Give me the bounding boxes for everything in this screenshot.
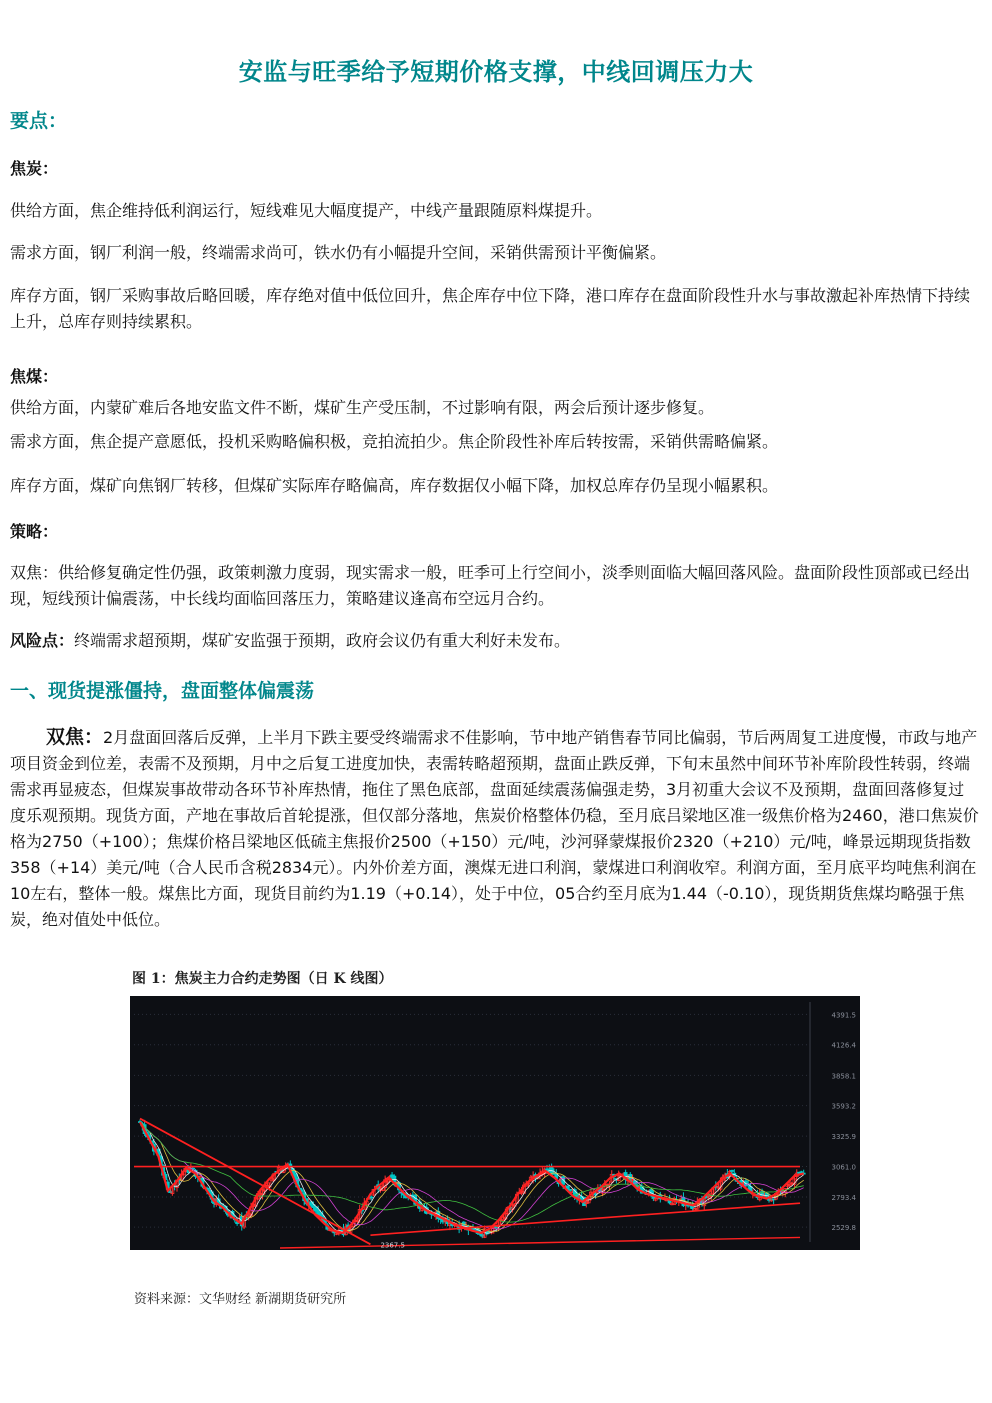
coke-demand-paragraph: 需求方面，钢厂利润一般，终端需求尚可，铁水仍有小幅提升空间，采销供需预计平衡偏紧。 <box>10 243 667 262</box>
section1-lead: 双焦： <box>46 726 104 748</box>
coke-inventory-paragraph: 库存方面，钢厂采购事故后略回暖，库存绝对值中低位回升，焦企库存中位下降，港口库存在盘面阶段性升水与事故激起补库热情下持续上升，总库存则持续累积。 <box>10 286 971 331</box>
candle-down <box>731 1170 734 1171</box>
candle-down <box>370 1197 373 1198</box>
coke-supply-paragraph: 供给方面，焦企维持低利润运行，短线难见大幅度提产，中线产量跟随原料煤提升。 <box>10 201 603 220</box>
key-points-heading: 要点： <box>10 110 68 132</box>
y-tick-label: 3858.1 <box>831 1072 856 1081</box>
y-tick-label: 2793.4 <box>831 1194 856 1203</box>
candle-down <box>569 1189 572 1190</box>
min-value-label: 2367.5 <box>380 1241 405 1250</box>
risk-label: 风险点： <box>10 631 75 650</box>
figure-caption: 图 1：焦炭主力合约走势图（日 K 线图） <box>132 971 393 987</box>
strategy-heading: 策略： <box>10 522 59 541</box>
y-tick-label: 2529.8 <box>831 1224 856 1233</box>
coking-coal-inventory-paragraph: 库存方面，煤矿向焦钢厂转移，但煤矿实际库存略偏高，库存数据仅小幅下降，加权总库存仍呈现小幅累积。 <box>10 476 779 495</box>
risk-paragraph <box>10 628 980 654</box>
strategy-paragraph: 双焦：供给修复确定性仍强，政策刺激力度弱，现实需求一般，旺季可上行空间小，淡季则面临大幅回落风险。盘面阶段性顶部或已经出现，短线预计偏震荡，中长线均面临回落压力，策略建议逢高布空远月合约。 <box>10 563 971 608</box>
support-line <box>370 1203 800 1235</box>
y-tick-label: 4126.4 <box>831 1041 856 1050</box>
coking-coal-demand-paragraph: 需求方面，焦企提产意愿低，投机采购略偏积极，竞拍流拍少。焦企阶段性补库后转按需，采销供需略偏紧。 <box>10 432 779 451</box>
bottom-trend-line <box>280 1237 800 1248</box>
section1-body: 2月盘面回落后反弹，上半月下跌主要受终端需求不佳影响，节中地产销售春节同比偏弱，节后两周复工进度慢，市政与地产项目资金到位差，表需不及预期，月中之后复工进度加快，表需转略超预期，盘面止跌反弹，下旬末虽然中间环节补库阶段性转弱，终端需求再显疲态，但煤炭事故带动各环节补库热情，拖住了黑色底部，盘面延续震荡偏强走势，3月初重大会议不及预期，盘面回落修复过度乐观预期。现货方面，产地在事故后首轮提涨，但仅部分落地，焦炭价格整体仍稳，至月底吕梁地区准一级焦价格为2460，港口焦炭价格为2750（+100）；焦煤价格吕梁地区低硫主焦报价2500（+150）元/吨，沙河驿蒙煤报价2320（+210）元/吨，峰景远期现货指数358（+14）美元/吨（合人民币含税2834元）。内外价差方面，澳煤无进口利润，蒙煤进口利润收窄。利润方面，至月底平均吨焦利润在10左右，整体一般。煤焦比方面，现货目前约为1.19（+0.14），处于中位，05合约至月底为1.44（-0.10），现货期货焦煤均略强于焦炭，绝对值处中低位。 <box>10 728 979 929</box>
coking-coal-supply-paragraph: 供给方面，内蒙矿难后各地安监文件不断，煤矿生产受压制，不过影响有限，两会后预计逐步修复。 <box>10 398 715 417</box>
y-tick-label: 4391.5 <box>831 1011 856 1020</box>
coking-coal-heading: 焦煤： <box>10 367 59 386</box>
section1-paragraph <box>10 724 980 933</box>
y-tick-label: 3325.9 <box>831 1133 856 1142</box>
candlestick-chart <box>130 996 860 1250</box>
figure-1 <box>130 966 862 1307</box>
section1-heading: 一、现货提涨僵持，盘面整体偏震荡 <box>10 680 315 702</box>
y-tick-label: 3593.2 <box>831 1102 856 1111</box>
candlestick-svg <box>130 996 860 1250</box>
risk-text: 终端需求超预期，煤矿安监强于预期，政府会议仍有重大利好未发布。 <box>74 631 571 650</box>
coke-heading: 焦炭： <box>10 159 59 178</box>
y-tick-label: 3061.0 <box>831 1163 856 1172</box>
ma20-line <box>140 1122 804 1229</box>
figure-source: 资料来源：文华财经 新湖期货研究所 <box>134 1292 347 1307</box>
document-title: 安监与旺季给予短期价格支撑，中线回调压力大 <box>238 58 754 86</box>
